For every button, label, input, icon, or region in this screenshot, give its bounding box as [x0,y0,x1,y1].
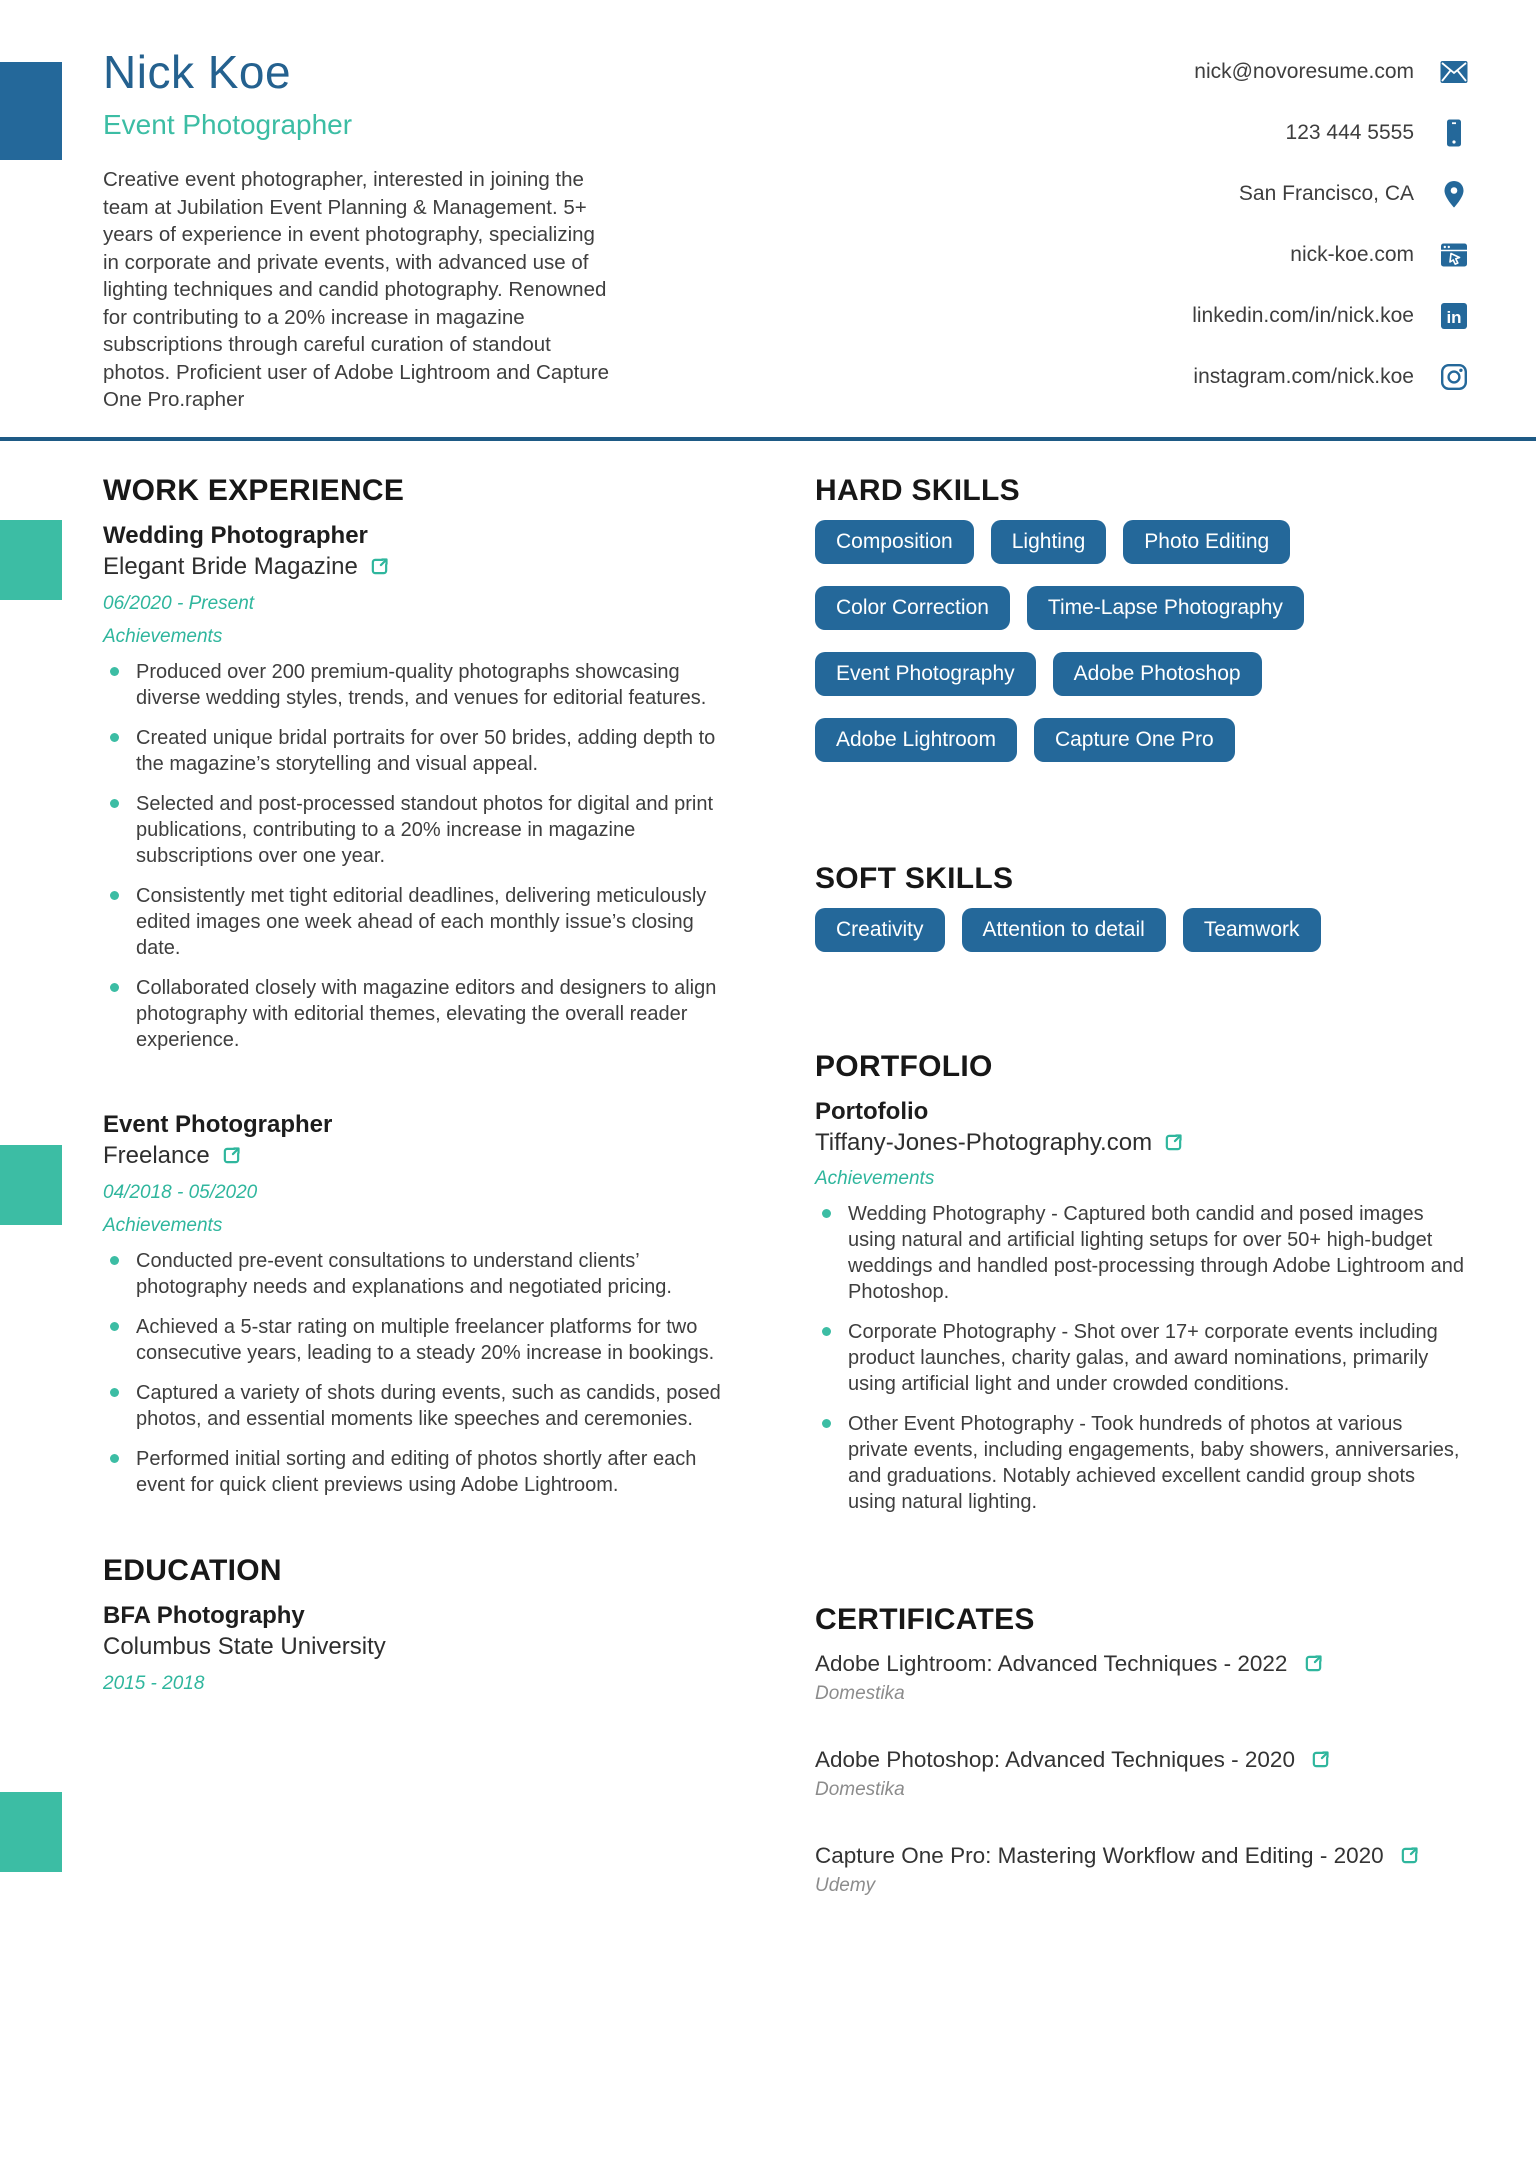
achievement-bullet: Produced over 200 premium-quality photographs showcasing diverse wedding styles, trends, and venues for editorial features. [110,659,723,711]
achievement-bullet: Selected and post-processed standout photos for digital and print publications, contributing to a 20% increase in magazine subscriptions over one year. [110,791,723,869]
certificate-issuer: Domestika [815,1683,905,1704]
certificate-title-text: Capture One Pro: Mastering Workflow and Editing - 2020 [815,1843,1384,1868]
certificate-issuer: Udemy [815,1875,876,1896]
achievement-bullet: Collaborated closely with magazine editors and designers to align photography with editorial themes, elevating the overall reader experience. [110,975,723,1053]
certificate-title [815,1649,1455,1679]
certificates-section [815,1603,1467,1897]
header [103,44,633,414]
soft-skills-tags [815,908,1467,952]
external-link-icon[interactable] [1164,1133,1183,1152]
external-link-icon[interactable] [370,557,389,576]
location-pin-icon [1440,180,1468,208]
job-company [103,1140,723,1171]
education-degree: BFA Photography [103,1602,305,1629]
section-accent-square [0,1792,62,1872]
contact-email[interactable] [1192,58,1468,86]
skill-tag: Attention to detail [962,908,1166,952]
achievement-bullet: Performed initial sorting and editing of photos shortly after each event for quick client previews using Adobe Lightroom. [110,1446,723,1498]
education-heading: EDUCATION [103,1554,282,1587]
education-section [103,1554,723,1696]
job-company [103,551,723,582]
skill-tag: Composition [815,520,974,564]
job-entry [103,520,723,1053]
contact-website-text: nick-koe.com [1290,243,1414,266]
contact-info [1192,58,1468,391]
left-column [103,474,723,1696]
achievements-list [103,659,723,1053]
contact-phone-text: 123 444 5555 [1285,121,1414,144]
achievements-list [103,1248,723,1498]
soft-skills-section [815,862,1467,952]
job-entry [103,1109,723,1498]
achievement-bullet: Wedding Photography - Captured both candid and posed images using natural and artificial lighting setups for over 50+ high-budget weddings and handled post-processing through Adobe Lightroom and Photoshop. [822,1201,1467,1305]
skill-tag: Teamwork [1183,908,1321,952]
header-divider [0,437,1536,441]
summary-text: Creative event photographer, interested in joining the team at Jubilation Event Planning & Management. 5+ years of experience in event photography, specializing in corporate and private events, with advanced use of lighting techniques and candid photography. Renowned for contributing to a 20% increase in magazine subscriptions through careful curation of standout photos. Proficient user of Adobe Lightroom and Capture One Pro.rapher [103,168,609,411]
hard-skills-heading: HARD SKILLS [815,474,1020,507]
achievements-label: Achievements [103,1215,223,1236]
svg-text:in: in [1446,308,1462,327]
certificate-entry [815,1649,1467,1705]
section-accent-square [0,520,62,600]
contact-linkedin[interactable] [1192,302,1468,330]
certificate-issuer: Domestika [815,1779,905,1800]
email-icon [1440,58,1468,86]
job-title: Wedding Photographer [103,522,368,549]
job-dates: 04/2018 - 05/2020 [103,1182,258,1203]
portfolio-heading: PORTFOLIO [815,1050,993,1083]
instagram-icon [1440,363,1468,391]
website-icon [1440,241,1468,269]
linkedin-icon [1440,302,1468,330]
achievement-bullet: Conducted pre-event consultations to understand clients’ photography needs and explanations and negotiated pricing. [110,1248,723,1300]
certificate-title [815,1745,1455,1775]
contact-email-text: nick@novoresume.com [1194,60,1414,83]
section-accent-square [0,1145,62,1225]
work-experience-section [103,474,723,1498]
hard-skills-section [815,474,1467,762]
job-company-text: Elegant Bride Magazine [103,553,358,580]
external-link-icon[interactable] [222,1146,241,1165]
portfolio-link-text: Tiffany-Jones-Photography.com [815,1129,1153,1156]
achievement-bullet: Captured a variety of shots during events, such as candids, posed photos, and essential moments like speeches and ceremonies. [110,1380,723,1432]
achievement-bullet: Corporate Photography - Shot over 17+ corporate events including product launches, charity galas, and award nominations, primarily using artificial light and under crowded conditions. [822,1319,1467,1397]
phone-icon [1440,119,1468,147]
education-school [103,1631,723,1662]
skill-tag: Lighting [991,520,1107,564]
external-link-icon[interactable] [1400,1846,1419,1865]
certificate-entry [815,1841,1467,1897]
candidate-title: Event Photographer [103,109,353,140]
certificate-title-text: Adobe Lightroom: Advanced Techniques - 2022 [815,1651,1288,1676]
contact-instagram[interactable] [1192,363,1468,391]
achievements-label: Achievements [815,1168,935,1189]
soft-skills-heading: SOFT SKILLS [815,862,1014,895]
achievement-bullet: Achieved a 5-star rating on multiple freelancer platforms for two consecutive years, leading to a steady 20% increase in bookings. [110,1314,723,1366]
skill-tag: Color Correction [815,586,1010,630]
skill-tag: Adobe Photoshop [1053,652,1262,696]
contact-phone[interactable] [1192,119,1468,147]
education-dates: 2015 - 2018 [103,1673,205,1694]
job-company-text: Freelance [103,1142,210,1169]
education-school-text: Columbus State University [103,1633,386,1660]
certificates-heading: CERTIFICATES [815,1603,1035,1636]
external-link-icon[interactable] [1311,1750,1330,1769]
skill-tag: Creativity [815,908,945,952]
achievement-bullet: Other Event Photography - Took hundreds of photos at various private events, including engagements, baby showers, anniversaries, and graduations. Notably achieved excellent candid group shots using natural lighting. [822,1411,1467,1515]
right-column [815,474,1467,1937]
external-link-icon[interactable] [1304,1654,1323,1673]
skill-tag: Capture One Pro [1034,718,1235,762]
contact-location [1192,180,1468,208]
portfolio-item-title: Portofolio [815,1098,929,1125]
achievement-bullet: Created unique bridal portraits for over 50 brides, adding depth to the magazine’s storytelling and visual appeal. [110,725,723,777]
certificate-title [815,1841,1455,1871]
skill-tag: Event Photography [815,652,1036,696]
portfolio-section [815,1050,1467,1515]
contact-instagram-text: instagram.com/nick.koe [1193,365,1414,388]
skill-tag: Photo Editing [1123,520,1290,564]
achievement-bullet: Consistently met tight editorial deadlines, delivering meticulously edited images one week ahead of each monthly issue’s closing date. [110,883,723,961]
job-title: Event Photographer [103,1111,333,1138]
certificate-entry [815,1745,1467,1801]
candidate-name: Nick Koe [103,46,292,98]
contact-location-text: San Francisco, CA [1238,182,1414,205]
certificate-title-text: Adobe Photoshop: Advanced Techniques - 2020 [815,1747,1295,1772]
contact-website[interactable] [1192,241,1468,269]
work-experience-heading: WORK EXPERIENCE [103,474,405,507]
portfolio-link[interactable] [815,1127,1467,1158]
header-accent-square [0,62,62,160]
achievements-label: Achievements [103,626,223,647]
portfolio-achievements-list [815,1201,1467,1515]
skill-tag: Time-Lapse Photography [1027,586,1304,630]
skill-tag: Adobe Lightroom [815,718,1017,762]
job-dates: 06/2020 - Present [103,593,255,614]
hard-skills-tags [815,520,1467,762]
contact-linkedin-text: linkedin.com/in/nick.koe [1192,304,1414,327]
